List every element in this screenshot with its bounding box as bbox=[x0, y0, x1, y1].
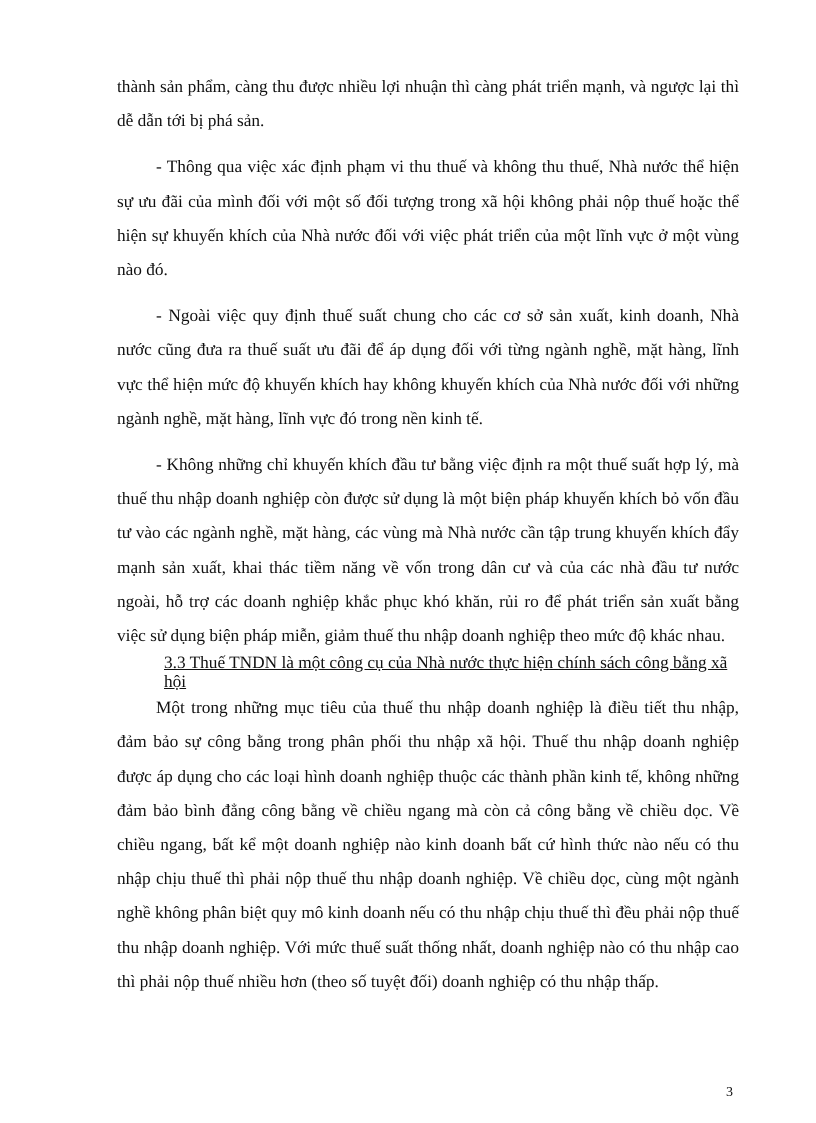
paragraph-continuation: thành sản phẩm, càng thu được nhiều lợi nhuận thì càng phát triển mạnh, và ngược lại thì dễ dẫn tới bị phá sản. bbox=[117, 77, 739, 131]
paragraph-tax-scope: - Thông qua việc xác định phạm vi thu thuế và không thu thuế, Nhà nước thể hiện sự ưu đãi của mình đối với một số đối tượng trong xã hội không phải nộp thuế hoặc thể hiện sự khuyến khích của Nhà nước đối với việc phát triển của một lĩnh vực ở một vùng nào đó. bbox=[117, 157, 739, 280]
document-body bbox=[117, 70, 739, 999]
page-number: 3 bbox=[726, 1085, 733, 1100]
paragraph-investment-incentives: - Không những chỉ khuyến khích đầu tư bằng việc định ra một thuế suất hợp lý, mà thuế thu nhập doanh nghiệp còn được sử dụng là một biện pháp khuyến khích bỏ vốn đầu tư vào các ngành nghề, mặt hàng, các vùng mà Nhà nước cần tập trung khuyến khích đẩy mạnh sản xuất, khai thác tiềm năng về vốn trong dân cư và của các nhà đầu tư nước ngoài, hỗ trợ các doanh nghiệp khắc phục khó khăn, rủi ro để phát triển sản xuất bằng việc sử dụng biện pháp miễn, giảm thuế thu nhập doanh nghiệp theo mức độ khác nhau. bbox=[117, 455, 739, 646]
paragraph-social-equity: Một trong những mục tiêu của thuế thu nhập doanh nghiệp là điều tiết thu nhập, đảm bảo sự công bằng trong phân phối thu nhập xã hội. Thuế thu nhập doanh nghiệp được áp dụng cho các loại hình doanh nghiệp thuộc các thành phần kinh tế, không những đảm bảo bình đẳng công bằng về chiều ngang mà còn cả công bằng về chiều dọc. Về chiều ngang, bất kể một doanh nghiệp nào kinh doanh bất cứ hình thức nào nếu có thu nhập chịu thuế thì phải nộp thuế thu nhập doanh nghiệp. Về chiều dọc, cùng một ngành nghề không phân biệt quy mô kinh doanh nếu có thu nhập chịu thuế thì đều phải nộp thuế thu nhập doanh nghiệp. Với mức thuế suất thống nhất, doanh nghiệp nào có thu nhập cao thì phải nộp thuế nhiều hơn (theo số tuyệt đối) doanh nghiệp có thu nhập thấp. bbox=[117, 698, 739, 991]
section-heading: 3.3 Thuế TNDN là một công cụ của Nhà nước thực hiện chính sách công bằng xã hội bbox=[164, 653, 728, 692]
paragraph-preferential-rates: - Ngoài việc quy định thuế suất chung cho các cơ sở sản xuất, kinh doanh, Nhà nước cũng đưa ra thuế suất ưu đãi để áp dụng đối với từng ngành nghề, mặt hàng, lĩnh vực thể hiện mức độ khuyến khích hay không khuyến khích của Nhà nước đối với những ngành nghề, mặt hàng, lĩnh vực đó trong nền kinh tế. bbox=[117, 306, 739, 428]
